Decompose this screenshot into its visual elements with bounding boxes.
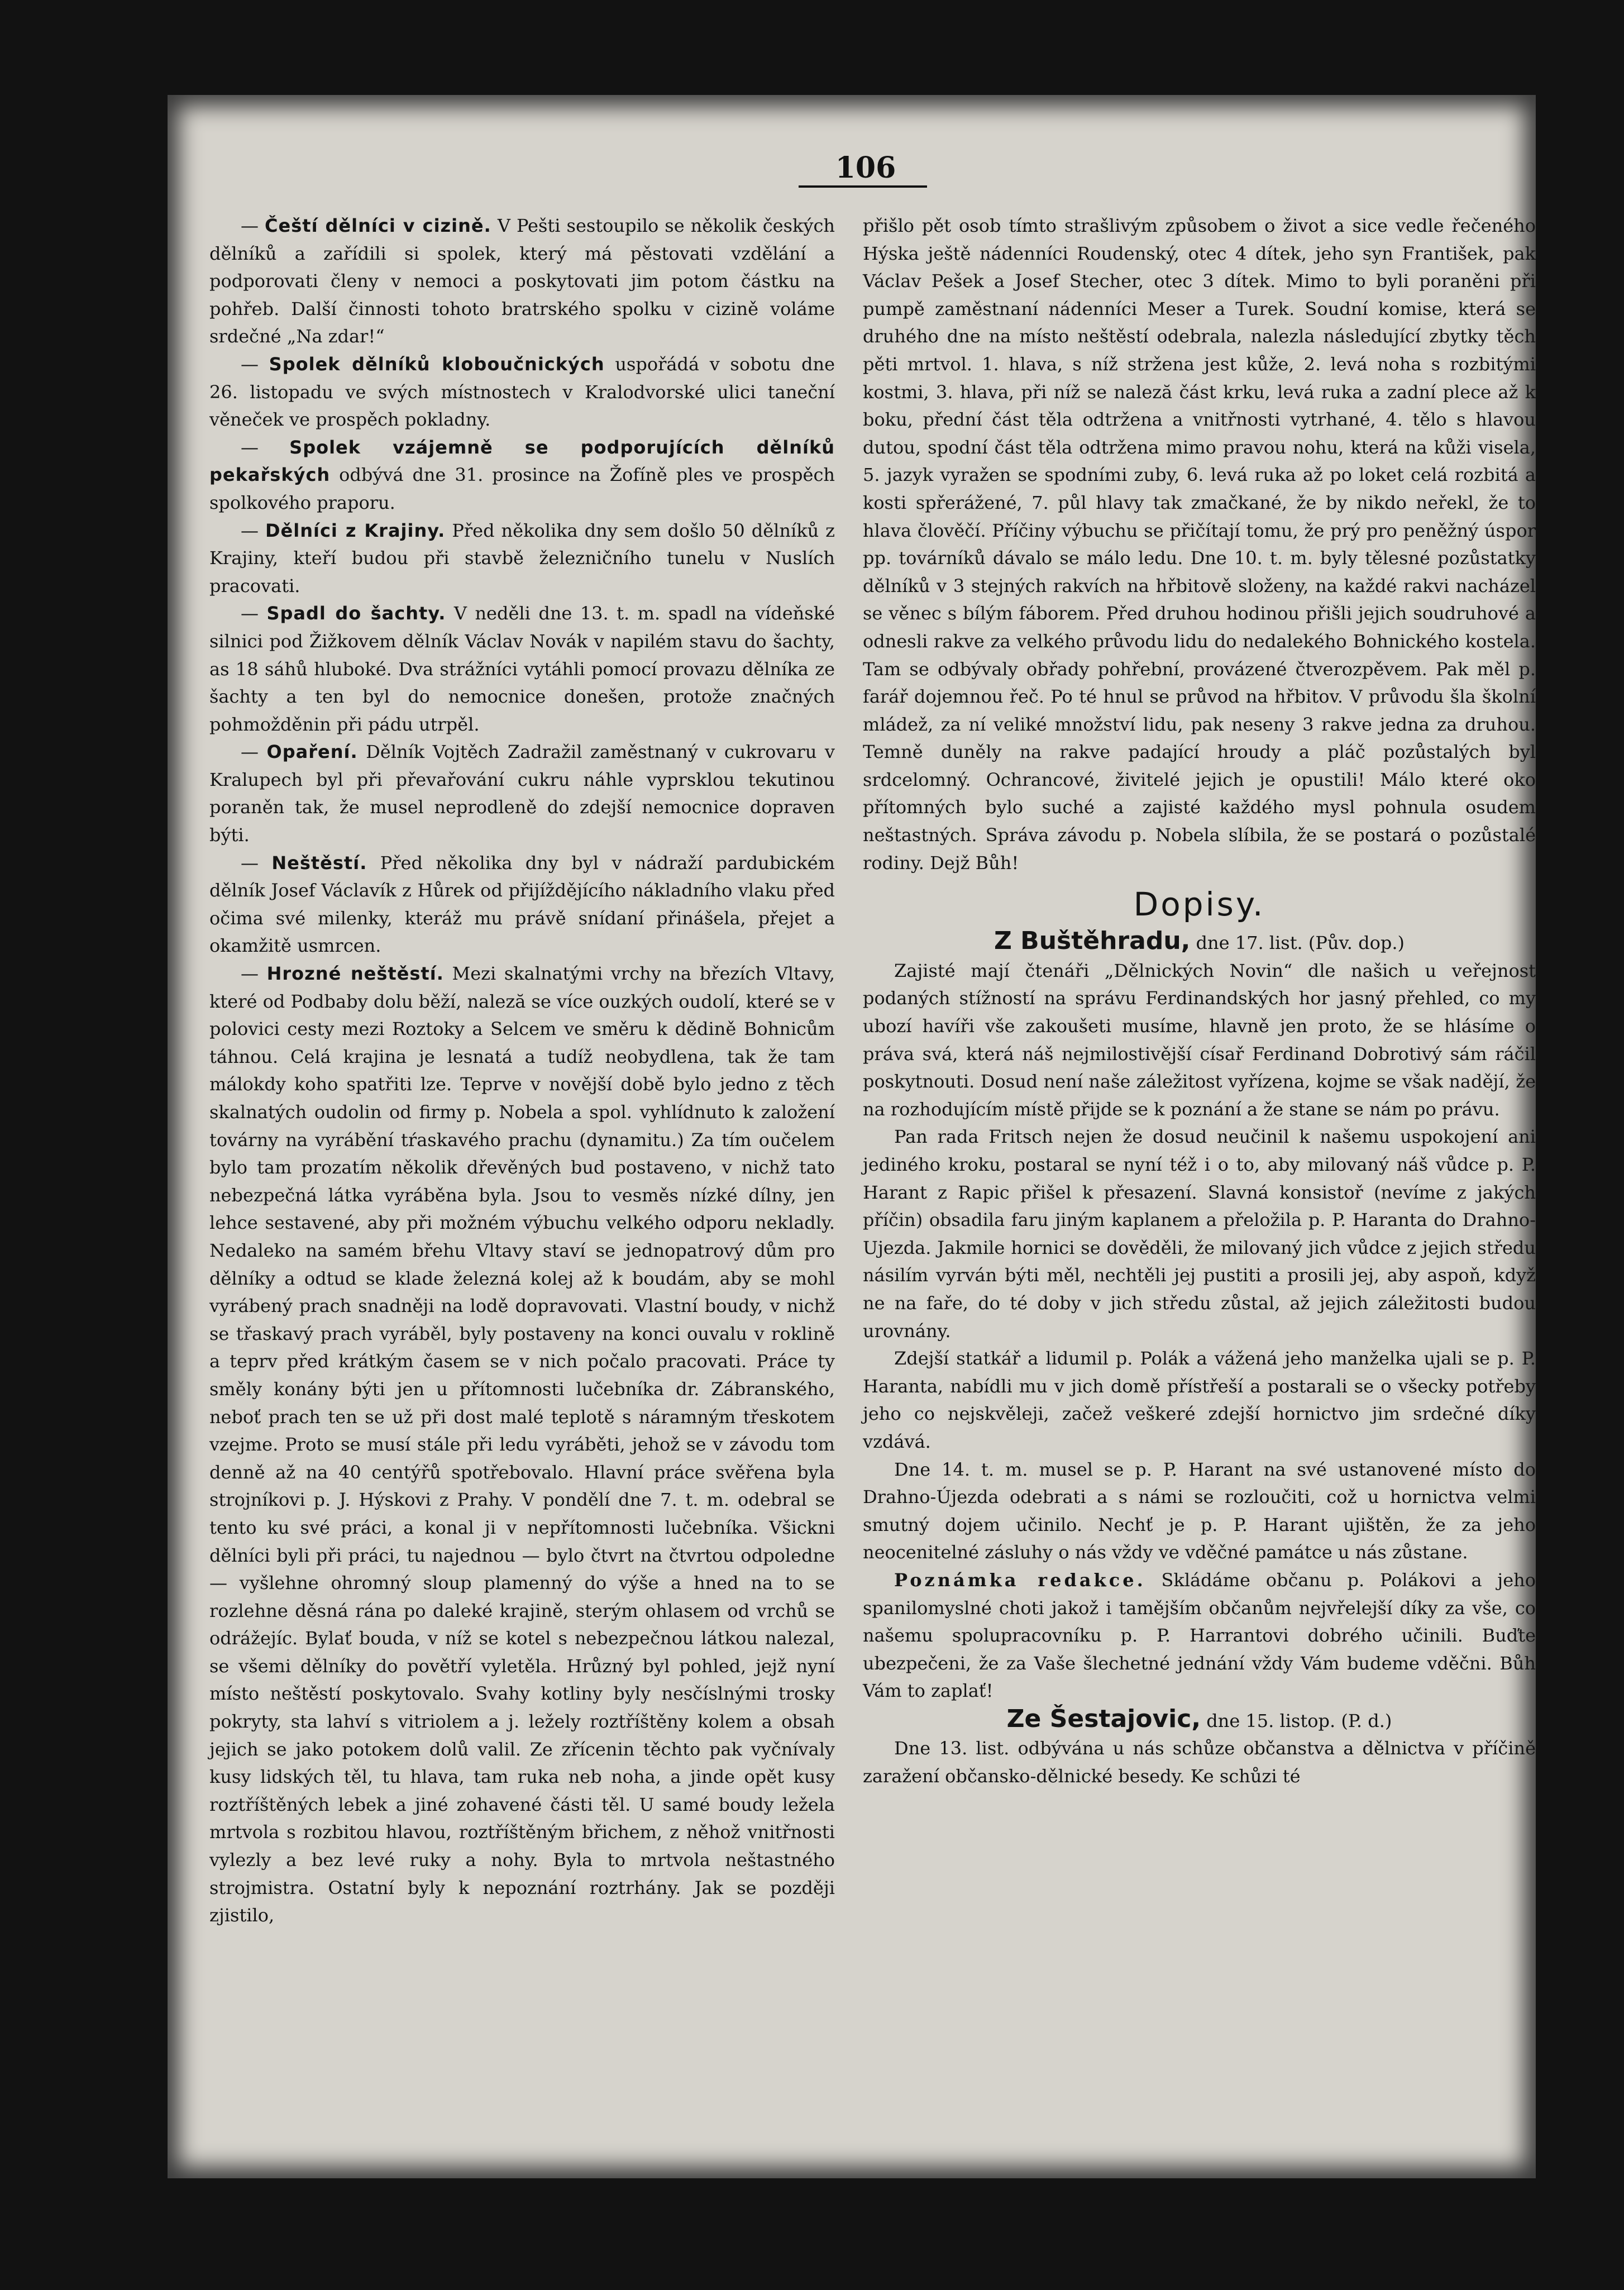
news-item: — Čeští dělníci v cizině. V Pešti sestoupilo se několik českých dělníků a zařídili si spolek, který má pěstovati vzdělání a podporovati členy v nemoci a poskytovati jim potom částku na pohřeb. Další činnosti tohoto bratrského spolku v cizině voláme srdečné „Na zdar!“: [209, 215, 835, 347]
news-item-heading: Spadl do šachty.: [266, 603, 446, 624]
letter-place: Ze Šestajovic,: [1006, 1704, 1201, 1733]
page-number-rule: [799, 185, 927, 188]
right-column: [863, 212, 1536, 1791]
section-title: Dopisy.: [1133, 885, 1265, 924]
editor-note: [863, 1567, 1536, 1705]
news-item-heading: Dělníci z Krajiny.: [265, 519, 446, 541]
news-item: — Neštěstí. Před několika dny byl v nádraží pardubickém dělník Josef Václavík z Hůrek od přijíždějícího nákladního vlaku před očima své milenky, kteráž mu právě snídaní přinášela, přejet a okamžitě usmrcen.: [209, 852, 835, 957]
letter-place: Z Buštěhradu,: [993, 927, 1191, 956]
editor-note-label: Poznámka redakce.: [894, 1569, 1146, 1591]
letter-paragraph: Zdejší statkář a lidumil p. Polák a vážená jeho manželka ujali se p. P. Haranta, nabídli mu v jich domě přístřeší a postarali se o všecky potřeby jeho co nejskvěleji, začež veškeré zdejší hornictvo jim srdečné díky vzdává.: [863, 1348, 1536, 1452]
news-item-text: uspořádá v sobotu dne 26. listopadu ve svých místnostech v Kralodvorské ulici taneční věneček ve prospěch pokladny.: [209, 353, 835, 431]
continued-article: přišlo pět osob tímto strašlivým způsobem o život a sice vedle řečeného Hýska ještě nádenníci Roudenský, otec 4 dítek, jeho syn František, pak Václav Pešek a Josef Stecher, otec 3 dítek. Mimo to byli poraněni při pumpě zaměstnaní nádenníci Meser a Turek. Soudní komise, která se druhého dne na místo neštěstí odebrala, nalezla následující zbytky těch pěti mrtvol. 1. hlava, s níž stržena jest kůže, 2. levá noha s rozbitými kostmi, 3. hlava, při níž se naleză část krku, levá ruka a zadní plece až k boku, přední část těla odtržena a vnitřnosti vytrhané, 4. tělo s hlavou dutou, spodní část těla odtržena mimo pravou nohu, která na kůži visela, 5. jazyk vyražen se spodními zuby, 6. levá ruka až po loket celá rozbitá a kosti spřerážené, 7. půl hlavy tak zmačkané, že by nikdo neřekl, že to hlava člověčí. Příčiny výbuchu se přičítají tomu, že prý pro peněžný úspor pp. továrníků dávalo se málo ledu. Dne 10. t. m. byly tělesné pozůstatky dělníků v 3 stejných rakvích na hřbitově složeny, na každé rakvi nacházel se věnec s bílým fáborem. Před druhou hodinou přišli jejich soudruhové a odnesli rakve za velkého průvodu lidu do nedalekého Bohnického kostela. Tam se odbývaly obřady pohřební, provázené čtverozpěvem. Pak měl p. farář dojemnou řeč. Po té hnul se průvod na hřbitov. V průvodu šla školní mládež, za ní veliké množství lidu, pak neseny 3 rakve jedna za druhou. Temně duněly na rakve padající hroudy a pláč pozůstalých byl srdcelomný. Ochrancové, živitelé jejich je opustili! Málo které oko přítomných bylo suché a zajisté každého mysl pohnula osudem neštastných. Správa závodu p. Nobela slíbila, že se postará o pozůstalé rodiny. Dejž Bůh!: [863, 215, 1536, 874]
news-item: — Spadl do šachty. V neděli dne 13. t. m. spadl na vídeňské silnici pod Žižkovem dělník Václav Novák v napilém stavu do šachty, as 18 sáhů hluboké. Dva strážníci vytáhli pomocí provazu dělníka ze šachty a ten byl do nemocnice donešen, protože značných pohmožděnin při pádu utrpěl.: [209, 603, 835, 735]
page-number: 106: [835, 151, 896, 185]
letter-paragraph: Dne 13. list. odbývána u nás schůze občanstva a dělnictva v příčině zaražení občansko-dělnické besedy. Ke schůzi té: [863, 1738, 1536, 1787]
news-item: — Hrozné neštěstí. Mezi skalnatými vrchy na březích Vltavy, které od Podbaby dolu běží, naleză se více ouzkých oudolí, které se v polovici cesty mezi Roztoky a Selcem ve směru k dědině Bohnicům táhnou. Celá krajina je lesnatá a tudíž neobydlena, tak že tam málokdy koho spatřiti lze. Teprve v novější době bylo jedno z těch skalnatých oudolin od firmy p. Nobela a spol. vyhlídnuto k založení továrny na vyrábění tŕaskavého prachu (dynamitu.) Za tím oučelem bylo tam prozatím několik dřevěných bud postaveno, v nichž tato nebezpečná látka vyráběna byla. Jsou to vesměs nízké dílny, jen lehce sestavené, aby při možném výbuchu velkého odporu nekladly. Nedaleko na samém břehu Vltavy staví se jednopatrový dům pro dělníky a odtud se klade železná kolej až k boudám, aby se mohl vyrábený prach snadněji na lodě dopravovati. Vlastní boudy, v nichž se třaskavý prach vyráběl, byly postaveny na konci ouvalu v roklině a teprv před krátkým časem se v nich počalo pracovati. Práce ty směly konány býti jen u přítomnosti lučebníka dr. Zábranského, neboť prach ten se už při dost malé teplotě s náramným třeskotem vzejme. Proto se musí stále při ledu vyráběti, jehož se v závodu tom denně až na 40 centýřů spotřebovalo. Hlavní práce svěřena byla strojníkovi p. J. Hýskovi z Prahy. V pondělí dne 7. t. m. odebral se tento ku své práci, a konal ji v nepřítomnosti lučebníka. Všickni dělníci byli při práci, tu najednou — bylo čtvrt na čtvrtou odpoledne — vyšlehne ohromný sloup plamenný do výše a hned na to se rozlehne děsná rána po daleké krajině, sterým ohlasem od vrchů se odrážejíc. Bylať bouda, v níž se kotel s nebezpečnou látkou nalezal, se všemi dělníky do povětří vyletěla. Hrůzný byl pohled, jejž nyní místo neštěstí poskytovalo. Svahy kotliny byly nesčíslnými trosky pokryty, sta lahví s vitriolem a j. ležely roztříštěny kolem a obsah jejich se jako potokem dolů valil. Ze zřícenin těchto pak vyčnívaly kusy lidských těl, tu hlava, tam ruka neb noha, a jinde opět kusy roztříštěných lebek a jiné zohavené části těl. U samé boudy ležela mrtvola s rozbitou hlavou, roztříštěným břichem, z něhož vnitřnosti vylezly a bez levé ruky a nohy. Byla to mrtvola neštastného strojmistra. Ostatní byly k nepoznání roztrhány. Jak se později zjistilo,: [209, 963, 835, 1926]
news-item: — Spolek dělníků kloboučnických uspořádá v sobotu dne 26. listopadu ve svých místnostech v Kralodvorské ulici taneční věneček ve prospěch pokladny.: [209, 353, 835, 431]
news-item-text: Před několika dny byl v nádraží pardubickém dělník Josef Václavík z Hůrek od přijíždějícího nákladního vlaku před očima své milenky, kteráž mu právě snídaní přinášela, přejet a okamžitě usmrcen.: [209, 852, 835, 957]
editor-note-text: Skládáme občanu p. Polákovi a jeho spanilomyslné choti jakož i tamějším občanům nejvřelejší díky za vše, co našemu spolupracovníku p. P. Harrantovi dobrého učinili. Buďte ubezpečeni, že za Vaše šlechetné jednání vždy Vám budeme vděčni. Bůh Vám to zaplať!: [863, 1569, 1536, 1702]
news-item-heading: Hrozné neštěstí.: [266, 963, 444, 985]
news-item-text: Mezi skalnatými vrchy na březích Vltavy, které od Podbaby dolu běží, naleză se více ouzkých oudolí, které se v polovici cesty mezi Roztoky a Selcem ve směru k dědině Bohnicům táhnou. Celá krajina je lesnatá a tudíž neobydlena, tak že tam málokdy koho spatřiti lze. Teprve v novější době bylo jedno z těch skalnatých oudolin od firmy p. Nobela a spol. vyhlídnuto k založení továrny na vyrábění tŕaskavého prachu (dynamitu.) Za tím oučelem bylo tam prozatím několik dřevěných bud postaveno, v nichž tato nebezpečná látka vyráběna byla. Jsou to vesměs nízké dílny, jen lehce sestavené, aby při možném výbuchu velkého odporu nekladly. Nedaleko na samém břehu Vltavy staví se jednopatrový dům pro dělníky a odtud se klade železná kolej až k boudám, aby se mohl vyrábený prach snadněji na lodě dopravovati. Vlastní boudy, v nichž se třaskavý prach vyráběl, byly postaveny na konci ouvalu v roklině a teprv před krátkým časem se v nich počalo pracovati. Práce ty směly konány býti jen u přítomnosti lučebníka dr. Zábranského, neboť prach ten se už při dost malé teplotě s náramným třeskotem vzejme. Proto se musí stále při ledu vyráběti, jehož se v závodu tom denně až na 40 centýřů spotřebovalo. Hlavní práce svěřena byla strojníkovi p. J. Hýskovi z Prahy. V pondělí dne 7. t. m. odebral se tento ku své práci, a konal ji v nepřítomnosti lučebníka. Všickni dělníci byli při práci, tu najednou — bylo čtvrt na čtvrtou odpoledne — vyšlehne ohromný sloup plamenný do výše a hned na to se rozlehne děsná rána po daleké krajině, sterým ohlasem od vrchů se odrážejíc. Bylať bouda, v níž se kotel s nebezpečnou látkou nalezal, se všemi dělníky do povětří vyletěla. Hrůzný byl pohled, jejž nyní místo neštěstí poskytovalo. Svahy kotliny byly nesčíslnými trosky pokryty, sta lahví s vitriolem a j. ležely roztříštěny kolem a obsah jejich se jako potokem dolů valil. Ze zřícenin těchto pak vyčnívaly kusy lidských těl, tu hlava, tam ruka neb noha, a jinde opět kusy roztříštěných lebek a jiné zohavené části těl. U samé boudy ležela mrtvola s rozbitou hlavou, roztříštěným břichem, z něhož vnitřnosti vylezly a bez levé ruky a nohy. Byla to mrtvola neštastného strojmistra. Ostatní byly k nepoznání roztrhány. Jak se později zjistilo,: [209, 963, 835, 1926]
news-item-heading: Spolek vzájemně se podporujících dělníků pekařských: [209, 436, 835, 486]
letter-dateline: dne 15. listop. (P. d.): [1206, 1710, 1392, 1731]
news-item: — Dělníci z Krajiny. Před několika dny sem došlo 50 dělníků z Krajiny, kteří budou při stavbě železničního tunelu v Nuslích pracovati.: [209, 519, 835, 597]
letter-paragraph: Zajisté mají čtenáři „Dělnických Novin“ dle našich u veřejnost podaných stížností na správu Ferdinandských hor jasný přehled, co my ubozí havíři vše zakoušeti musíme, hlavně jen proto, že se hlásíme o práva svá, která náš nejmilostivější císař Ferdinand Dobrotivý sám ráčil poskytnouti. Dosud není naše záležitost vyřízena, kojme se však nadějí, že na rozhodujícím místě přijde se k poznání a že stane se nám po právu.: [863, 960, 1536, 1120]
letter-header: [863, 1705, 1536, 1735]
news-item-heading: Spolek dělníků kloboučnických: [269, 353, 605, 375]
letter-paragraph: Pan rada Fritsch nejen že dosud neučinil k našemu uspokojení ani jediného kroku, postaral se nyní též i o to, aby milovaný náš vůdce p. P. Harant z Rapic přišel k přesazení. Slavná konsistoř (nevíme z jakých příčin) obsadila faru jiným kaplanem a přeložila p. P. Haranta do Drahno-Ujezda. Jakmile hornici se dověděli, že milovaný jich vůdce z jejich středu násilím vyrván býti měl, nechtěli jej pustiti a prosili jej, aby aspoň, když ne na faře, do té doby v jich středu zůstal, až jejich záležitosti budou urovnány.: [863, 1126, 1536, 1342]
news-item-text: Dělník Vojtěch Zadražil zaměstnaný v cukrovaru v Kralupech byl při převařování cukru náhle vyprsklou tekutinou poraněn tak, že musel neprodleně do zdejší nemocnice dopraven býti.: [209, 741, 835, 846]
news-item-heading: Čeští dělníci v cizině.: [265, 215, 491, 236]
news-item-text: V neděli dne 13. t. m. spadl na vídeňské silnici pod Žižkovem dělník Václav Novák v napilém stavu do šachty, as 18 sáhů hluboké. Dva strážníci vytáhli pomocí provazu dělníka ze šachty a ten byl do nemocnice donešen, protože značných pohmožděnin při pádu utrpěl.: [209, 603, 835, 735]
news-item: — Opaření. Dělník Vojtěch Zadražil zaměstnaný v cukrovaru v Kralupech byl při převařování cukru náhle vyprsklou tekutinou poraněn tak, že musel neprodleně do zdejší nemocnice dopraven býti.: [209, 741, 835, 846]
news-item-text: V Pešti sestoupilo se několik českých dělníků a zařídili si spolek, který má pěstovati vzdělání a podporovati členy v nemoci a poskytovati jim potom částku na pohřeb. Další činnosti tohoto bratrského spolku v cizině voláme srdečné „Na zdar!“: [209, 215, 835, 347]
letter-header: [863, 927, 1536, 957]
news-item-heading: Opaření.: [266, 741, 358, 763]
letter-dateline: dne 17. list. (Pův. dop.): [1196, 932, 1405, 954]
news-item-text: Před několika dny sem došlo 50 dělníků z Krajiny, kteří budou při stavbě železničního tunelu v Nuslích pracovati.: [209, 519, 835, 597]
news-item-heading: Neštěstí.: [271, 852, 367, 874]
news-item-text: odbývá dne 31. prosince na Žofíně ples ve prospěch spolkového praporu.: [209, 464, 835, 513]
news-item: — Spolek vzájemně se podporujících dělníků pekařských odbývá dne 31. prosince na Žofíně ples ve prospěch spolkového praporu.: [209, 436, 835, 513]
left-column: [209, 212, 835, 1930]
letter-paragraph: Dne 14. t. m. musel se p. P. Harant na své ustanovené místo do Drahno-Újezda odebrati a s námi se rozloučiti, což u hornictva velmi smutný dojem učinilo. Nechť je p. P. Harant ujištěn, že za jeho neocenitelné zásluhy o nás vždy ve vděčné památce u nás zůstane.: [863, 1458, 1536, 1563]
